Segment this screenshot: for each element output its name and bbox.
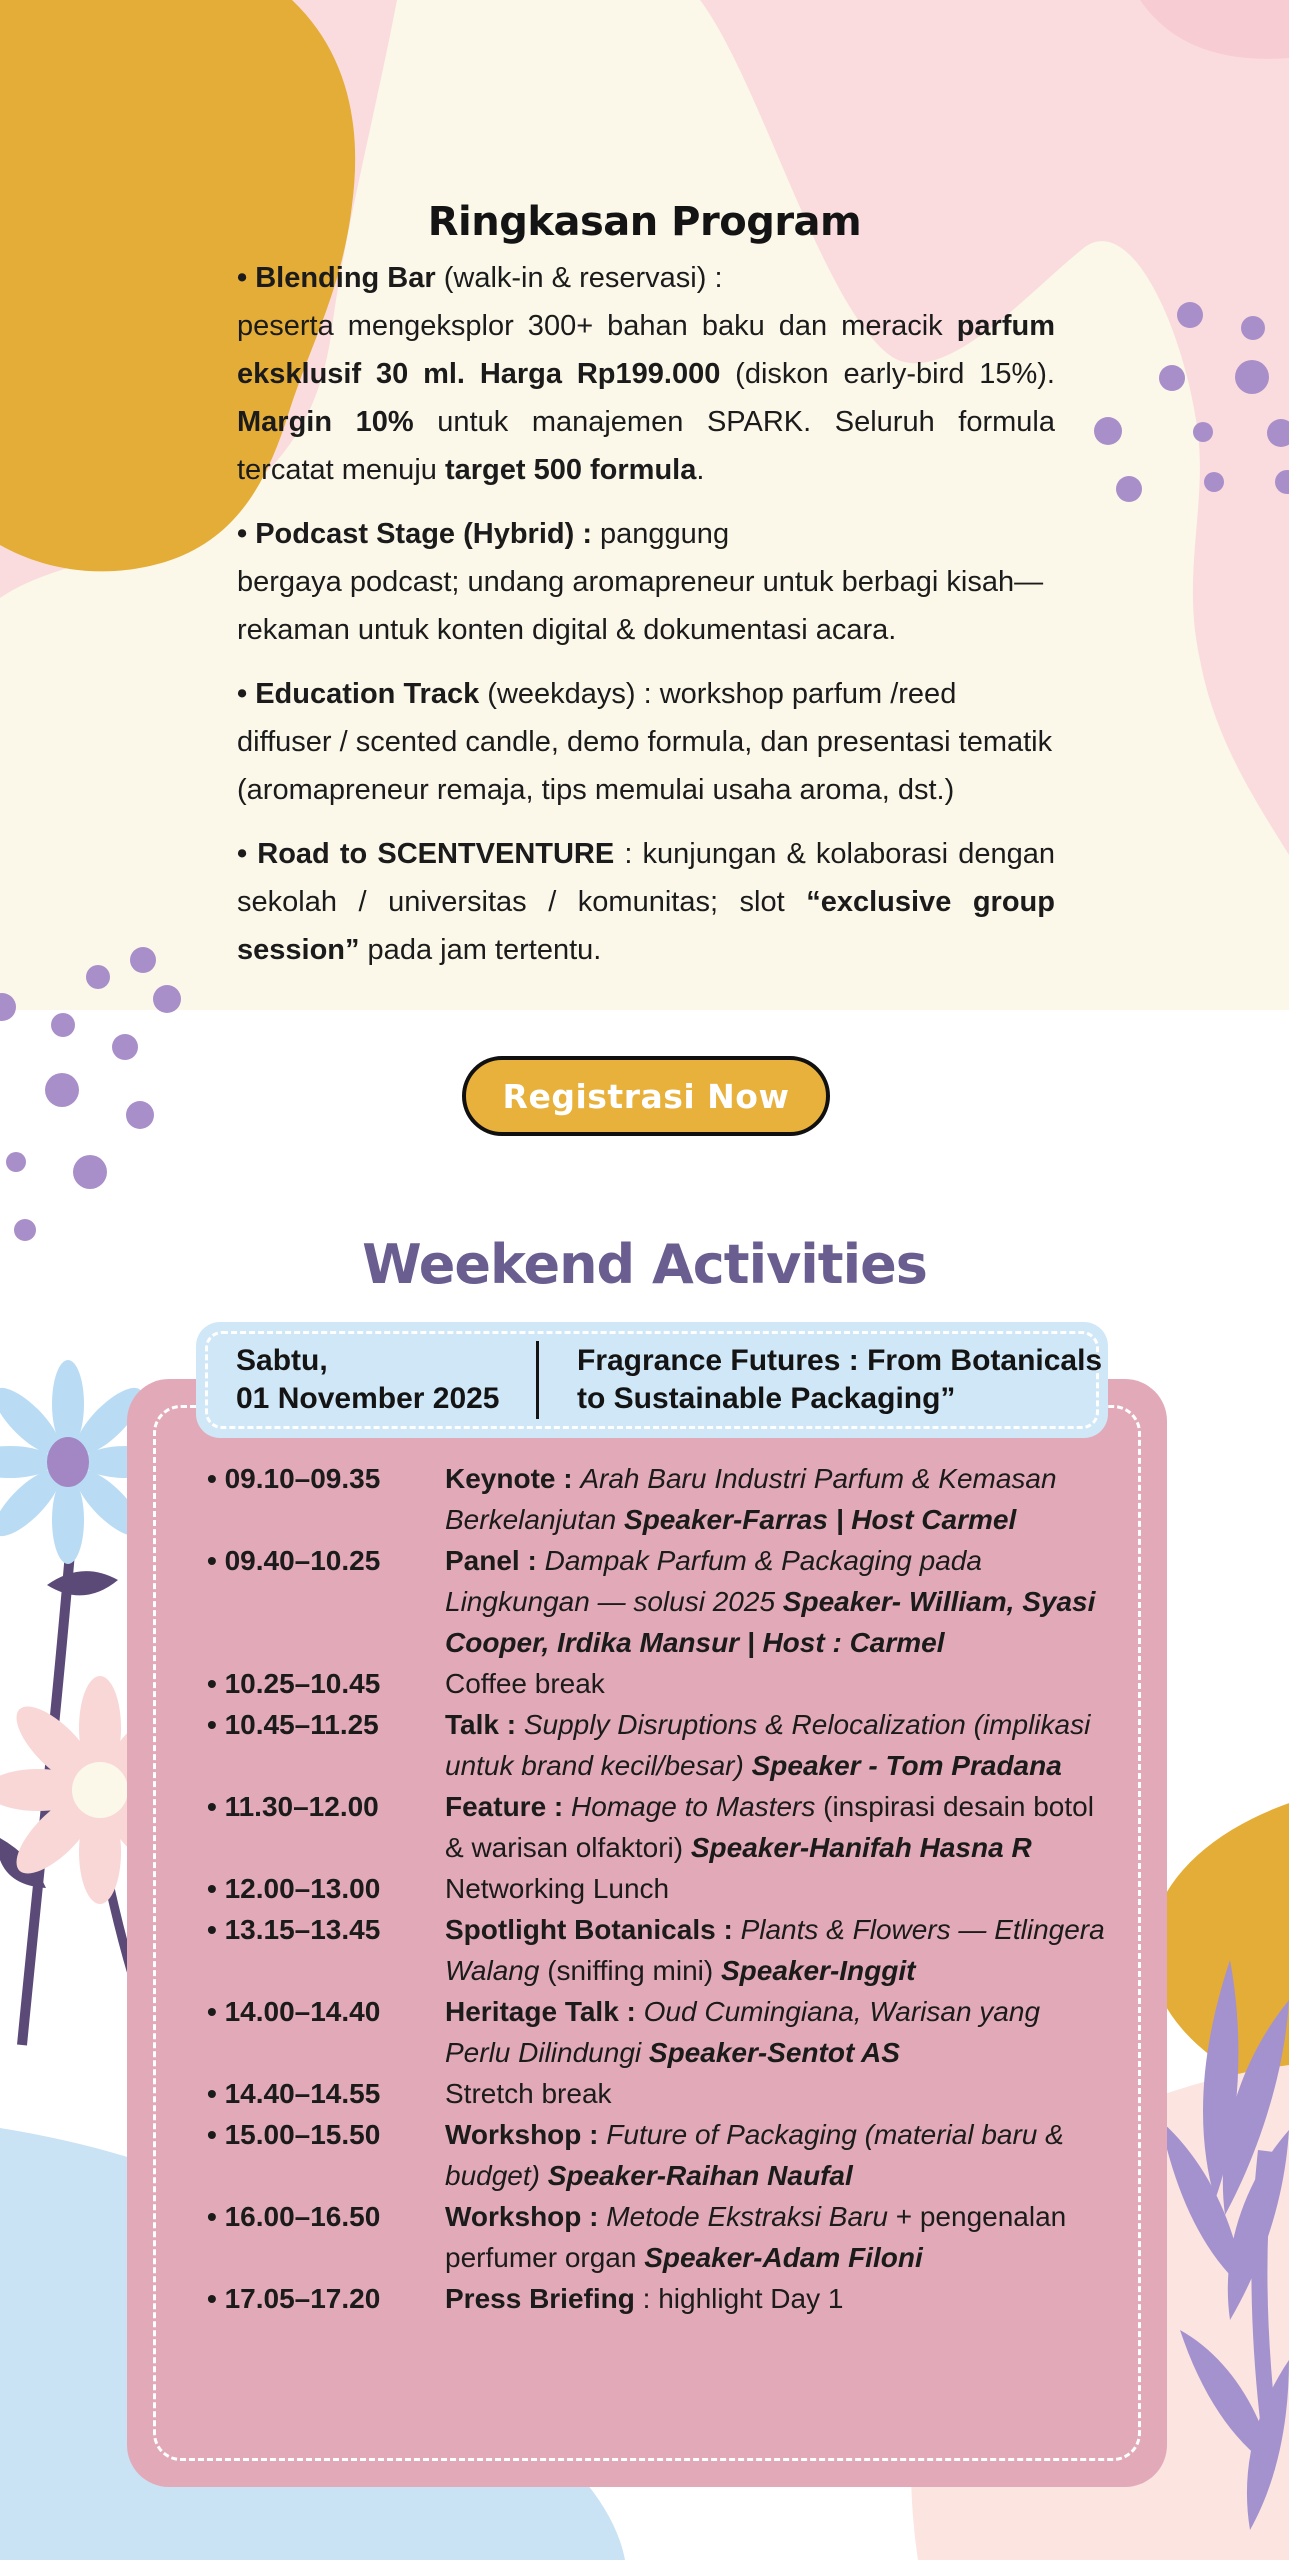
schedule-row (207, 1868, 1112, 1909)
schedule-row (207, 1540, 1112, 1663)
schedule-time: • 17.05–17.20 (207, 2283, 381, 2314)
paragraph-blending-bar: • Blending Bar (walk-in & reservasi) : peserta mengeksplor 300+ bahan baku dan meracik parfum eksklusif 30 ml. Harga Rp199.000 (diskon early-bird 15%). Margin 10% untuk manajemen SPARK. Seluruh formula tercatat menuju target 500 formula. (237, 262, 1055, 486)
schedule-time: • 10.25–10.45 (207, 1668, 381, 1699)
pink-flower-center (72, 1762, 128, 1818)
daisy-center (47, 1437, 89, 1487)
schedule-desc: Press Briefing : highlight Day 1 (445, 2283, 844, 2314)
schedule-row (207, 1458, 1112, 1540)
schedule-list (207, 1458, 1112, 2319)
schedule-time: • 10.45–11.25 (207, 1709, 379, 1740)
schedule-time: • 11.30–12.00 (207, 1791, 379, 1822)
schedule-time: • 16.00–16.50 (207, 2201, 381, 2232)
schedule-row (207, 1991, 1112, 2073)
program-title: Ringkasan Program (427, 198, 862, 245)
schedule-header-box (196, 1322, 1108, 1438)
paragraph-road-to-scentventure: • Road to SCENTVENTURE : kunjungan & kolaborasi dengan sekolah / universitas / komunitas; slot “exclusive group session” pada jam tertentu. (237, 838, 1056, 966)
program-paragraphs (237, 254, 1055, 990)
schedule-desc: Workshop : Metode Ekstraksi Baru + pengenalan perfumer organ Speaker-Adam Filoni (445, 2201, 1067, 2273)
weekend-activities-title: Weekend Activities (362, 1232, 927, 1296)
schedule-desc: Networking Lunch (445, 1873, 670, 1904)
schedule-theme-title (549, 1342, 1102, 1418)
paragraph-education-track: • Education Track (weekdays) : workshop parfum /reed diffuser / scented candle, demo formula, dan presentasi tematik (aromapreneur remaja, tips memulai usaha aroma, dst.) (237, 678, 1053, 806)
schedule-theme-line1: Fragrance Futures : From Botanicals (577, 1344, 1103, 1377)
schedule-row (207, 2114, 1112, 2196)
schedule-row (207, 1786, 1112, 1868)
registration-button[interactable] (462, 1056, 830, 1136)
schedule-row (207, 1663, 1112, 1704)
paragraph-podcast-stage: • Podcast Stage (Hybrid) : panggung bergaya podcast; undang aromapreneur untuk berbagi kisah—rekaman untuk konten digital & dokumentasi acara. (237, 518, 1044, 646)
schedule-desc: Feature : Homage to Masters (inspirasi desain botol & warisan olfaktori) Speaker-Hanifah Hasna R (445, 1791, 1094, 1863)
schedule-row (207, 1909, 1112, 1991)
schedule-time: • 14.00–14.40 (207, 1996, 381, 2027)
schedule-time: • 09.40–10.25 (207, 1545, 381, 1576)
schedule-row (207, 2073, 1112, 2114)
schedule-theme-line2: to Sustainable Packaging” (577, 1382, 956, 1415)
schedule-time: • 15.00–15.50 (207, 2119, 381, 2150)
schedule-time: • 09.10–09.35 (207, 1463, 381, 1494)
header-divider (536, 1341, 539, 1419)
schedule-time: • 13.15–13.45 (207, 1914, 381, 1945)
schedule-desc: Coffee break (445, 1668, 605, 1699)
schedule-time: • 14.40–14.55 (207, 2078, 381, 2109)
registration-button-label: Registrasi Now (502, 1076, 790, 1116)
schedule-desc: Spotlight Botanicals : Plants & Flowers — Etlingera Walang (sniffing mini) Speaker-Inggit (445, 1914, 1105, 1986)
schedule-date (196, 1342, 536, 1418)
schedule-desc: Keynote : Arah Baru Industri Parfum & Kemasan Berkelanjutan Speaker-Farras | Host Carmel (445, 1463, 1057, 1535)
schedule-desc: Workshop : Future of Packaging (material baru & budget) Speaker-Raihan Naufal (445, 2119, 1064, 2191)
schedule-date-line1: Sabtu, (236, 1344, 328, 1377)
daisy-leaf (47, 1571, 118, 1595)
schedule-time: • 12.00–13.00 (207, 1873, 381, 1904)
schedule-desc: Talk : Supply Disruptions & Relocalization (implikasi untuk brand kecil/besar) Speaker - Tom Pradana (445, 1709, 1091, 1781)
schedule-row (207, 2278, 1112, 2319)
schedule-desc: Heritage Talk : Oud Cumingiana, Warisan yang Perlu Dilindungi Speaker-Sentot AS (445, 1996, 1041, 2068)
schedule-desc: Stretch break (445, 2078, 612, 2109)
schedule-row (207, 2196, 1112, 2278)
schedule-date-line2: 01 November 2025 (236, 1382, 500, 1415)
schedule-row (207, 1704, 1112, 1786)
schedule-desc: Panel : Dampak Parfum & Packaging pada Lingkungan — solusi 2025 Speaker- William, Syasi Cooper, Irdika Mansur | Host : Carmel (445, 1545, 1096, 1658)
